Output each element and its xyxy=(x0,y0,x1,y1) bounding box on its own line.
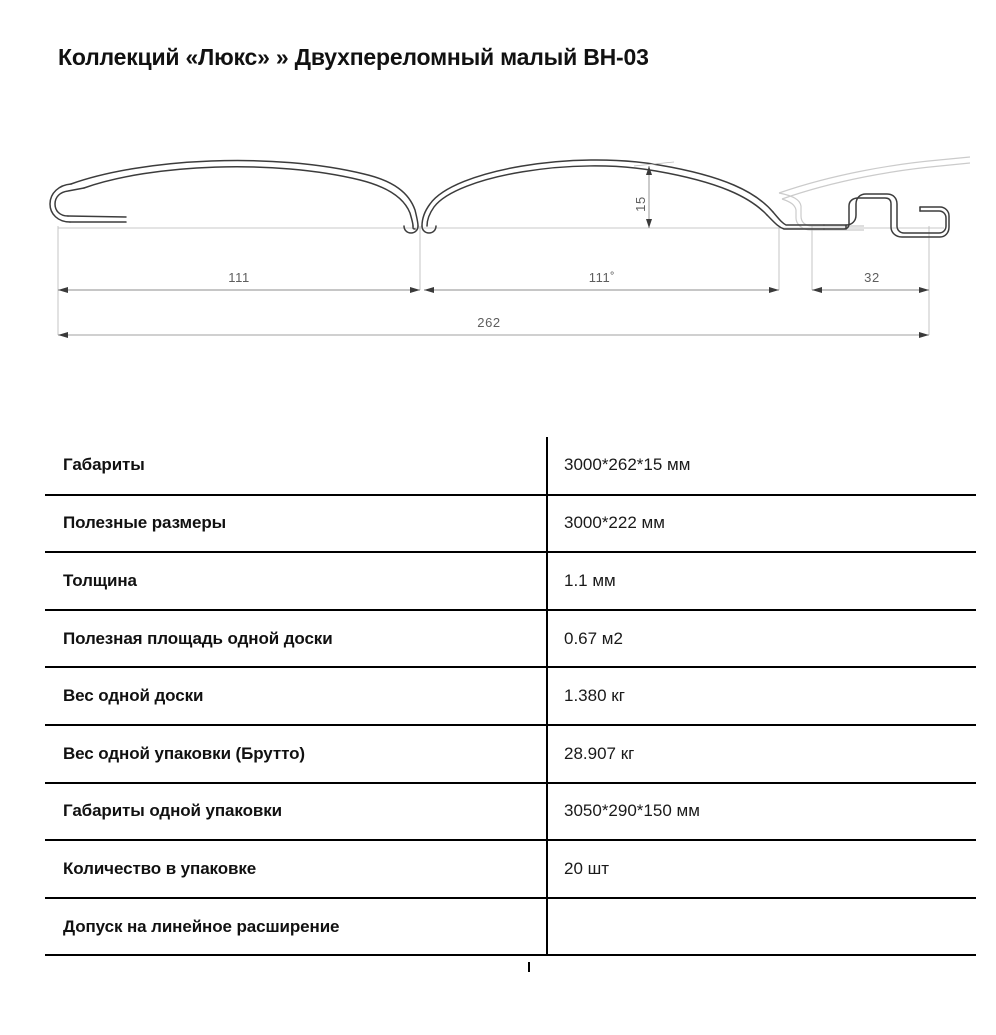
dimension-left-label: 111 xyxy=(228,270,250,285)
spec-label: Вес одной упаковки (Брутто) xyxy=(45,725,547,783)
spec-value: 3000*262*15 мм xyxy=(547,437,976,495)
table-row xyxy=(45,552,976,610)
table-row xyxy=(45,898,976,956)
profile-cross-section-svg xyxy=(34,130,970,360)
table-row xyxy=(45,783,976,841)
spec-label: Полезная площадь одной доски xyxy=(45,610,547,668)
dimension-height-label: 15 xyxy=(633,196,648,212)
spec-value: 3050*290*150 мм xyxy=(547,783,976,841)
spec-value xyxy=(547,898,976,956)
table-row xyxy=(45,610,976,668)
dimension-lock-label: 32 xyxy=(864,270,880,285)
table-row xyxy=(45,725,976,783)
spec-label: Полезные размеры xyxy=(45,495,547,553)
spec-value: 3000*222 мм xyxy=(547,495,976,553)
spec-label: Количество в упаковке xyxy=(45,840,547,898)
spec-value: 1.380 кг xyxy=(547,667,976,725)
spec-value: 0.67 м2 xyxy=(547,610,976,668)
page-title: Коллекций «Люкс» » Двухпереломный малый ВН-03 xyxy=(58,44,649,70)
technical-drawing xyxy=(34,130,970,360)
spec-label: Габариты xyxy=(45,437,547,495)
table-row xyxy=(45,667,976,725)
panel-profile-outline xyxy=(50,160,949,237)
spec-value: 20 шт xyxy=(547,840,976,898)
dimension-chain xyxy=(58,270,929,338)
table-row xyxy=(45,840,976,898)
specifications-table-body xyxy=(45,437,976,955)
spec-label: Допуск на линейное расширение xyxy=(45,898,547,956)
spec-label: Габариты одной упаковки xyxy=(45,783,547,841)
specifications-table xyxy=(45,437,976,956)
dimension-height-15 xyxy=(633,162,674,228)
table-row xyxy=(45,495,976,553)
extension-lines xyxy=(58,226,944,335)
dimension-right-label: 111˚ xyxy=(588,270,616,285)
spec-value: 1.1 мм xyxy=(547,552,976,610)
spec-label: Вес одной доски xyxy=(45,667,547,725)
table-row xyxy=(45,437,976,495)
table-divider-overhang xyxy=(528,962,530,972)
spec-label: Толщина xyxy=(45,552,547,610)
dimension-total-label: 262 xyxy=(477,315,501,330)
spec-value: 28.907 кг xyxy=(547,725,976,783)
